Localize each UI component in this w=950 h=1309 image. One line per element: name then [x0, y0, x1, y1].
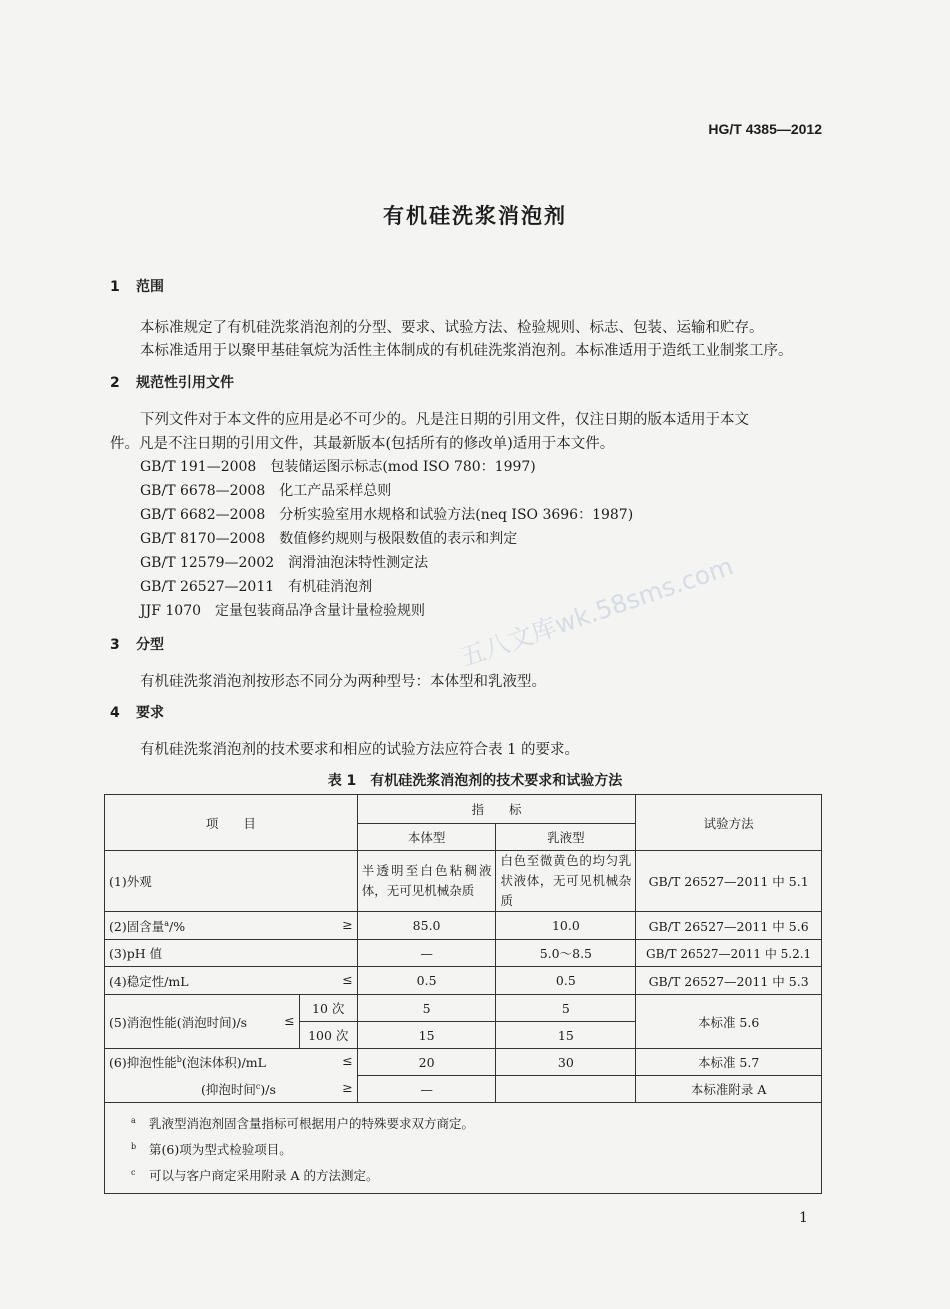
header-type-emulsion: 乳液型	[496, 824, 636, 851]
cell-value: —	[357, 1076, 496, 1103]
reference-name: 分析实验室用水规格和试验方法(neq ISO 3696：1987)	[279, 507, 634, 523]
header-type-bulk: 本体型	[357, 824, 496, 851]
cell-value: 15	[496, 1022, 636, 1049]
row-label: (4)稳定性/mL	[109, 973, 189, 989]
reference-item	[140, 504, 633, 524]
section-4-heading	[110, 702, 164, 722]
cell-value: 白色至微黄色的均匀乳状液体，无可见机械杂质	[496, 851, 636, 912]
operator: ≥	[342, 1079, 353, 1095]
footnote-ref: a	[164, 918, 169, 928]
cell-value: 5	[357, 995, 496, 1022]
footnote-ref: c	[255, 1081, 261, 1091]
table-row	[105, 995, 822, 1022]
cell-value: 20	[357, 1049, 496, 1076]
page-number: 1	[799, 1210, 808, 1226]
section-1-paragraph-2: 本标准适用于以聚甲基硅氧烷为活性主体制成的有机硅洗浆消泡剂。本标准适用于造纸工业制浆工序。	[140, 343, 793, 359]
cell-value: 10.0	[496, 912, 636, 940]
footnote	[131, 1135, 813, 1161]
row-label: (3)pH 值	[105, 940, 358, 967]
reference-item	[140, 480, 391, 500]
reference-item	[140, 600, 425, 620]
footnote-mark: b	[131, 1142, 137, 1152]
document-code: HG/T 4385—2012	[708, 121, 822, 137]
reference-code: GB/T 191—2008	[140, 459, 257, 475]
cell-value: 15	[357, 1022, 496, 1049]
table-row	[105, 967, 822, 995]
row-label: (6)抑泡性能	[109, 1055, 177, 1071]
section-3-paragraph: 有机硅洗浆消泡剂按形态不同分为两种型号：本体型和乳液型。	[140, 674, 546, 690]
cell-value: 0.5	[496, 967, 636, 995]
section-1-heading	[110, 276, 164, 296]
footnotes	[105, 1103, 822, 1194]
section-2-number: 2	[110, 375, 120, 391]
reference-code: GB/T 6678—2008	[140, 483, 266, 499]
reference-name: 有机硅消泡剂	[288, 579, 373, 595]
cell-value: 5	[496, 995, 636, 1022]
footnote-row	[105, 1103, 822, 1194]
header-item: 项 目	[105, 795, 358, 851]
row-label-rest: )/s	[260, 1081, 276, 1097]
reference-name: 包装储运图示标志(mod ISO 780：1997)	[270, 459, 536, 475]
table-row	[105, 940, 822, 967]
row-label: (5)消泡性能(消泡时间)/s	[109, 1014, 248, 1030]
cell-value	[496, 1076, 636, 1103]
row-label-rest: (泡沫体积)/mL	[181, 1055, 266, 1071]
table-row	[105, 1076, 822, 1103]
row-label-cell	[105, 995, 300, 1049]
section-2-intro-line-1: 下列文件对于本文件的应用是必不可少的。凡是注日期的引用文件，仅注日期的版本适用于本文	[140, 412, 749, 428]
document-title: 有机硅洗浆消泡剂	[383, 204, 567, 228]
row-label: (2)固含量	[109, 918, 165, 934]
reference-code: GB/T 8170—2008	[140, 531, 266, 547]
reference-name: 定量包装商品净含量计量检验规则	[215, 603, 426, 619]
operator: ≤	[342, 971, 353, 987]
section-1-paragraph-1: 本标准规定了有机硅洗浆消泡剂的分型、要求、试验方法、检验规则、标志、包装、运输和贮存。	[140, 320, 764, 336]
section-2-heading	[110, 372, 234, 392]
table-row	[105, 851, 822, 912]
footnote-mark: c	[131, 1168, 136, 1178]
table-row	[105, 1049, 822, 1076]
section-3-number: 3	[110, 637, 120, 653]
section-2-intro-line-2: 件。凡是不注日期的引用文件，其最新版本(包括所有的修改单)适用于本文件。	[110, 436, 615, 452]
sub-label: 100 次	[299, 1022, 357, 1049]
footnote-text: 第(6)项为型式检验项目。	[149, 1142, 292, 1158]
cell-method: 本标准 5.7	[636, 1049, 822, 1076]
reference-item	[140, 552, 428, 572]
table-header-row	[105, 795, 822, 824]
operator: ≤	[342, 1053, 353, 1069]
section-4-number: 4	[110, 705, 120, 721]
header-method: 试验方法	[636, 795, 822, 851]
footnote-text: 乳液型消泡剂固含量指标可根据用户的特殊要求双方商定。	[149, 1116, 475, 1132]
reference-code: GB/T 12579—2002	[140, 555, 275, 571]
table-row	[105, 912, 822, 940]
footnote-ref: b	[176, 1055, 182, 1065]
section-1-number: 1	[110, 279, 120, 295]
reference-code: GB/T 26527—2011	[140, 579, 275, 595]
cell-value: 0.5	[357, 967, 496, 995]
section-4-title: 要求	[136, 705, 164, 721]
section-2-title: 规范性引用文件	[136, 375, 234, 391]
row-label-cell	[105, 1049, 358, 1076]
section-4-paragraph: 有机硅洗浆消泡剂的技术要求和相应的试验方法应符合表 1 的要求。	[140, 742, 579, 758]
reference-code: JJF 1070	[140, 603, 202, 619]
operator: ≥	[342, 916, 353, 932]
operator: ≤	[284, 1012, 295, 1028]
cell-value: —	[357, 940, 496, 967]
footnote	[131, 1161, 813, 1187]
reference-code: GB/T 6682—2008	[140, 507, 266, 523]
spec-table	[104, 794, 822, 1194]
reference-name: 润滑油泡沫特性测定法	[288, 555, 429, 571]
row-unit: /%	[169, 918, 186, 934]
cell-method: GB/T 26527—2011 中 5.1	[636, 851, 822, 912]
section-1-title: 范围	[136, 279, 164, 295]
reference-item	[140, 576, 372, 596]
cell-value: 半透明至白色粘稠液体，无可见机械杂质	[357, 851, 496, 912]
cell-value: 5.0～8.5	[496, 940, 636, 967]
cell-method: 本标准附录 A	[636, 1076, 822, 1103]
section-3-title: 分型	[136, 637, 164, 653]
watermark: 五八文库wk.58sms.com	[456, 551, 737, 673]
header-index: 指 标	[357, 795, 636, 824]
reference-name: 化工产品采样总则	[279, 483, 392, 499]
reference-item	[140, 528, 517, 548]
table-caption: 表 1 有机硅洗浆消泡剂的技术要求和试验方法	[327, 773, 623, 789]
section-3-heading	[110, 634, 164, 654]
cell-value: 85.0	[357, 912, 496, 940]
cell-method: 本标准 5.6	[636, 995, 822, 1049]
cell-method: GB/T 26527—2011 中 5.2.1	[636, 940, 822, 967]
footnote	[131, 1109, 813, 1135]
row-label: (抑泡时间	[201, 1081, 256, 1097]
cell-method: GB/T 26527—2011 中 5.6	[636, 912, 822, 940]
reference-name: 数值修约规则与极限数值的表示和判定	[279, 531, 518, 547]
footnote-mark: a	[131, 1116, 136, 1125]
sub-label: 10 次	[299, 995, 357, 1022]
row-label-cell	[105, 967, 358, 995]
cell-value: 30	[496, 1049, 636, 1076]
reference-item	[140, 456, 536, 476]
row-label-cell	[105, 912, 358, 940]
row-label: (1)外观	[105, 851, 358, 912]
row-label-cell	[105, 1076, 358, 1103]
footnote-text: 可以与客户商定采用附录 A 的方法测定。	[149, 1168, 379, 1184]
cell-method: GB/T 26527—2011 中 5.3	[636, 967, 822, 995]
